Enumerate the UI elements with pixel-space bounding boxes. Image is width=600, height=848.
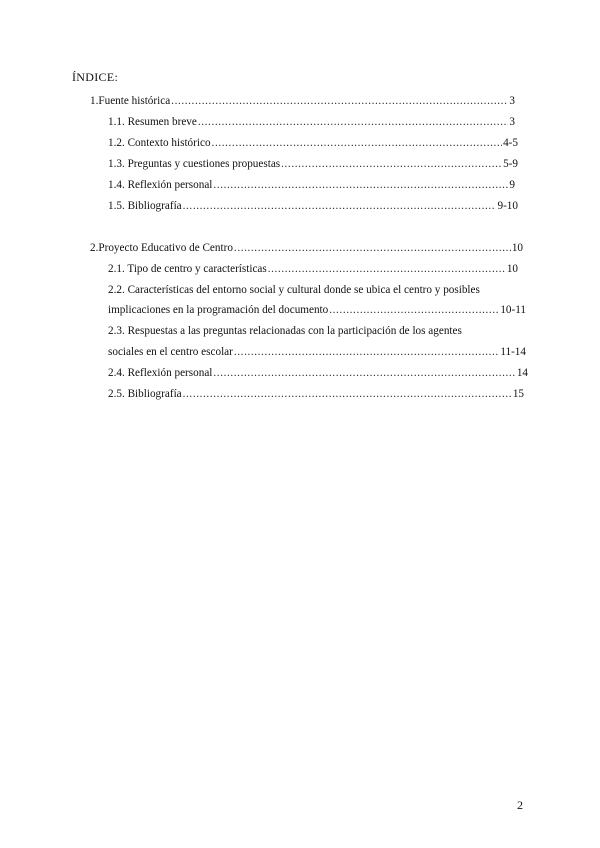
- toc-item-2-3: [108, 345, 526, 359]
- page-ref: 10: [506, 263, 518, 275]
- toc-section-1: [90, 94, 515, 108]
- leader-dots: [213, 178, 508, 192]
- page-ref: 11-14: [500, 346, 526, 358]
- toc-item-2-2: [108, 303, 526, 317]
- item-label: 2.5. Bibliografía: [108, 388, 182, 400]
- page-ref: 4-5: [503, 137, 518, 149]
- item-label: 2.1. Tipo de centro y características: [108, 263, 267, 275]
- toc-item-2-5: [108, 387, 524, 401]
- item-label: 2.4. Reflexión personal: [108, 367, 213, 379]
- leader-dots: [183, 199, 497, 213]
- leader-dots: [183, 387, 512, 401]
- leader-dots: [213, 366, 515, 380]
- leader-dots: [281, 157, 502, 171]
- toc-item-1-1: [108, 115, 515, 129]
- leader-dots: [198, 115, 509, 129]
- page-number: 2: [517, 798, 523, 812]
- toc-item-1-5: [108, 199, 518, 213]
- toc-item-2-1: [108, 262, 518, 276]
- section-label: Proyecto Educativo de Centro: [98, 242, 233, 254]
- page-ref: 10-11: [500, 304, 526, 316]
- page-ref: 5-9: [503, 158, 518, 170]
- leader-dots: [234, 345, 499, 359]
- toc-item-1-2: [108, 136, 518, 150]
- page-ref: 3: [509, 116, 515, 128]
- leader-dots: [329, 303, 499, 317]
- leader-dots: [171, 94, 508, 108]
- section-label: Fuente histórica: [98, 95, 171, 107]
- toc-item-2-2-line1: 2.2. Características del entorno social y cultural donde se ubica el centro y posibles: [108, 284, 480, 296]
- section-number: 2.: [90, 242, 99, 254]
- page-ref: 9: [509, 179, 515, 191]
- leader-dots: [234, 241, 511, 255]
- toc-item-1-3: [108, 157, 518, 171]
- toc-section-2: [90, 241, 523, 255]
- toc-item-2-3-line1: 2.3. Respuestas a las preguntas relacionadas con la participación de los agentes: [108, 325, 462, 337]
- item-label: 1.4. Reflexión personal: [108, 179, 213, 191]
- item-label: 1.1. Resumen breve: [108, 116, 197, 128]
- page-ref: 14: [516, 367, 528, 379]
- page-ref: 3: [509, 95, 515, 107]
- page-ref: 10: [511, 242, 523, 254]
- toc-item-1-4: [108, 178, 515, 192]
- toc-title: ÍNDICE:: [72, 70, 119, 84]
- section-number: 1.: [90, 95, 99, 107]
- toc-item-2-4: [108, 366, 528, 380]
- item-label: 1.3. Preguntas y cuestiones propuestas: [108, 158, 281, 170]
- page-ref: 9-10: [497, 200, 518, 212]
- item-label: sociales en el centro escolar: [108, 346, 233, 358]
- item-label: 1.5. Bibliografía: [108, 200, 182, 212]
- item-label: implicaciones en la programación del documento: [108, 304, 329, 316]
- item-label: 1.2. Contexto histórico: [108, 137, 211, 149]
- leader-dots: [212, 136, 503, 150]
- page-ref: 15: [512, 388, 524, 400]
- leader-dots: [268, 262, 506, 276]
